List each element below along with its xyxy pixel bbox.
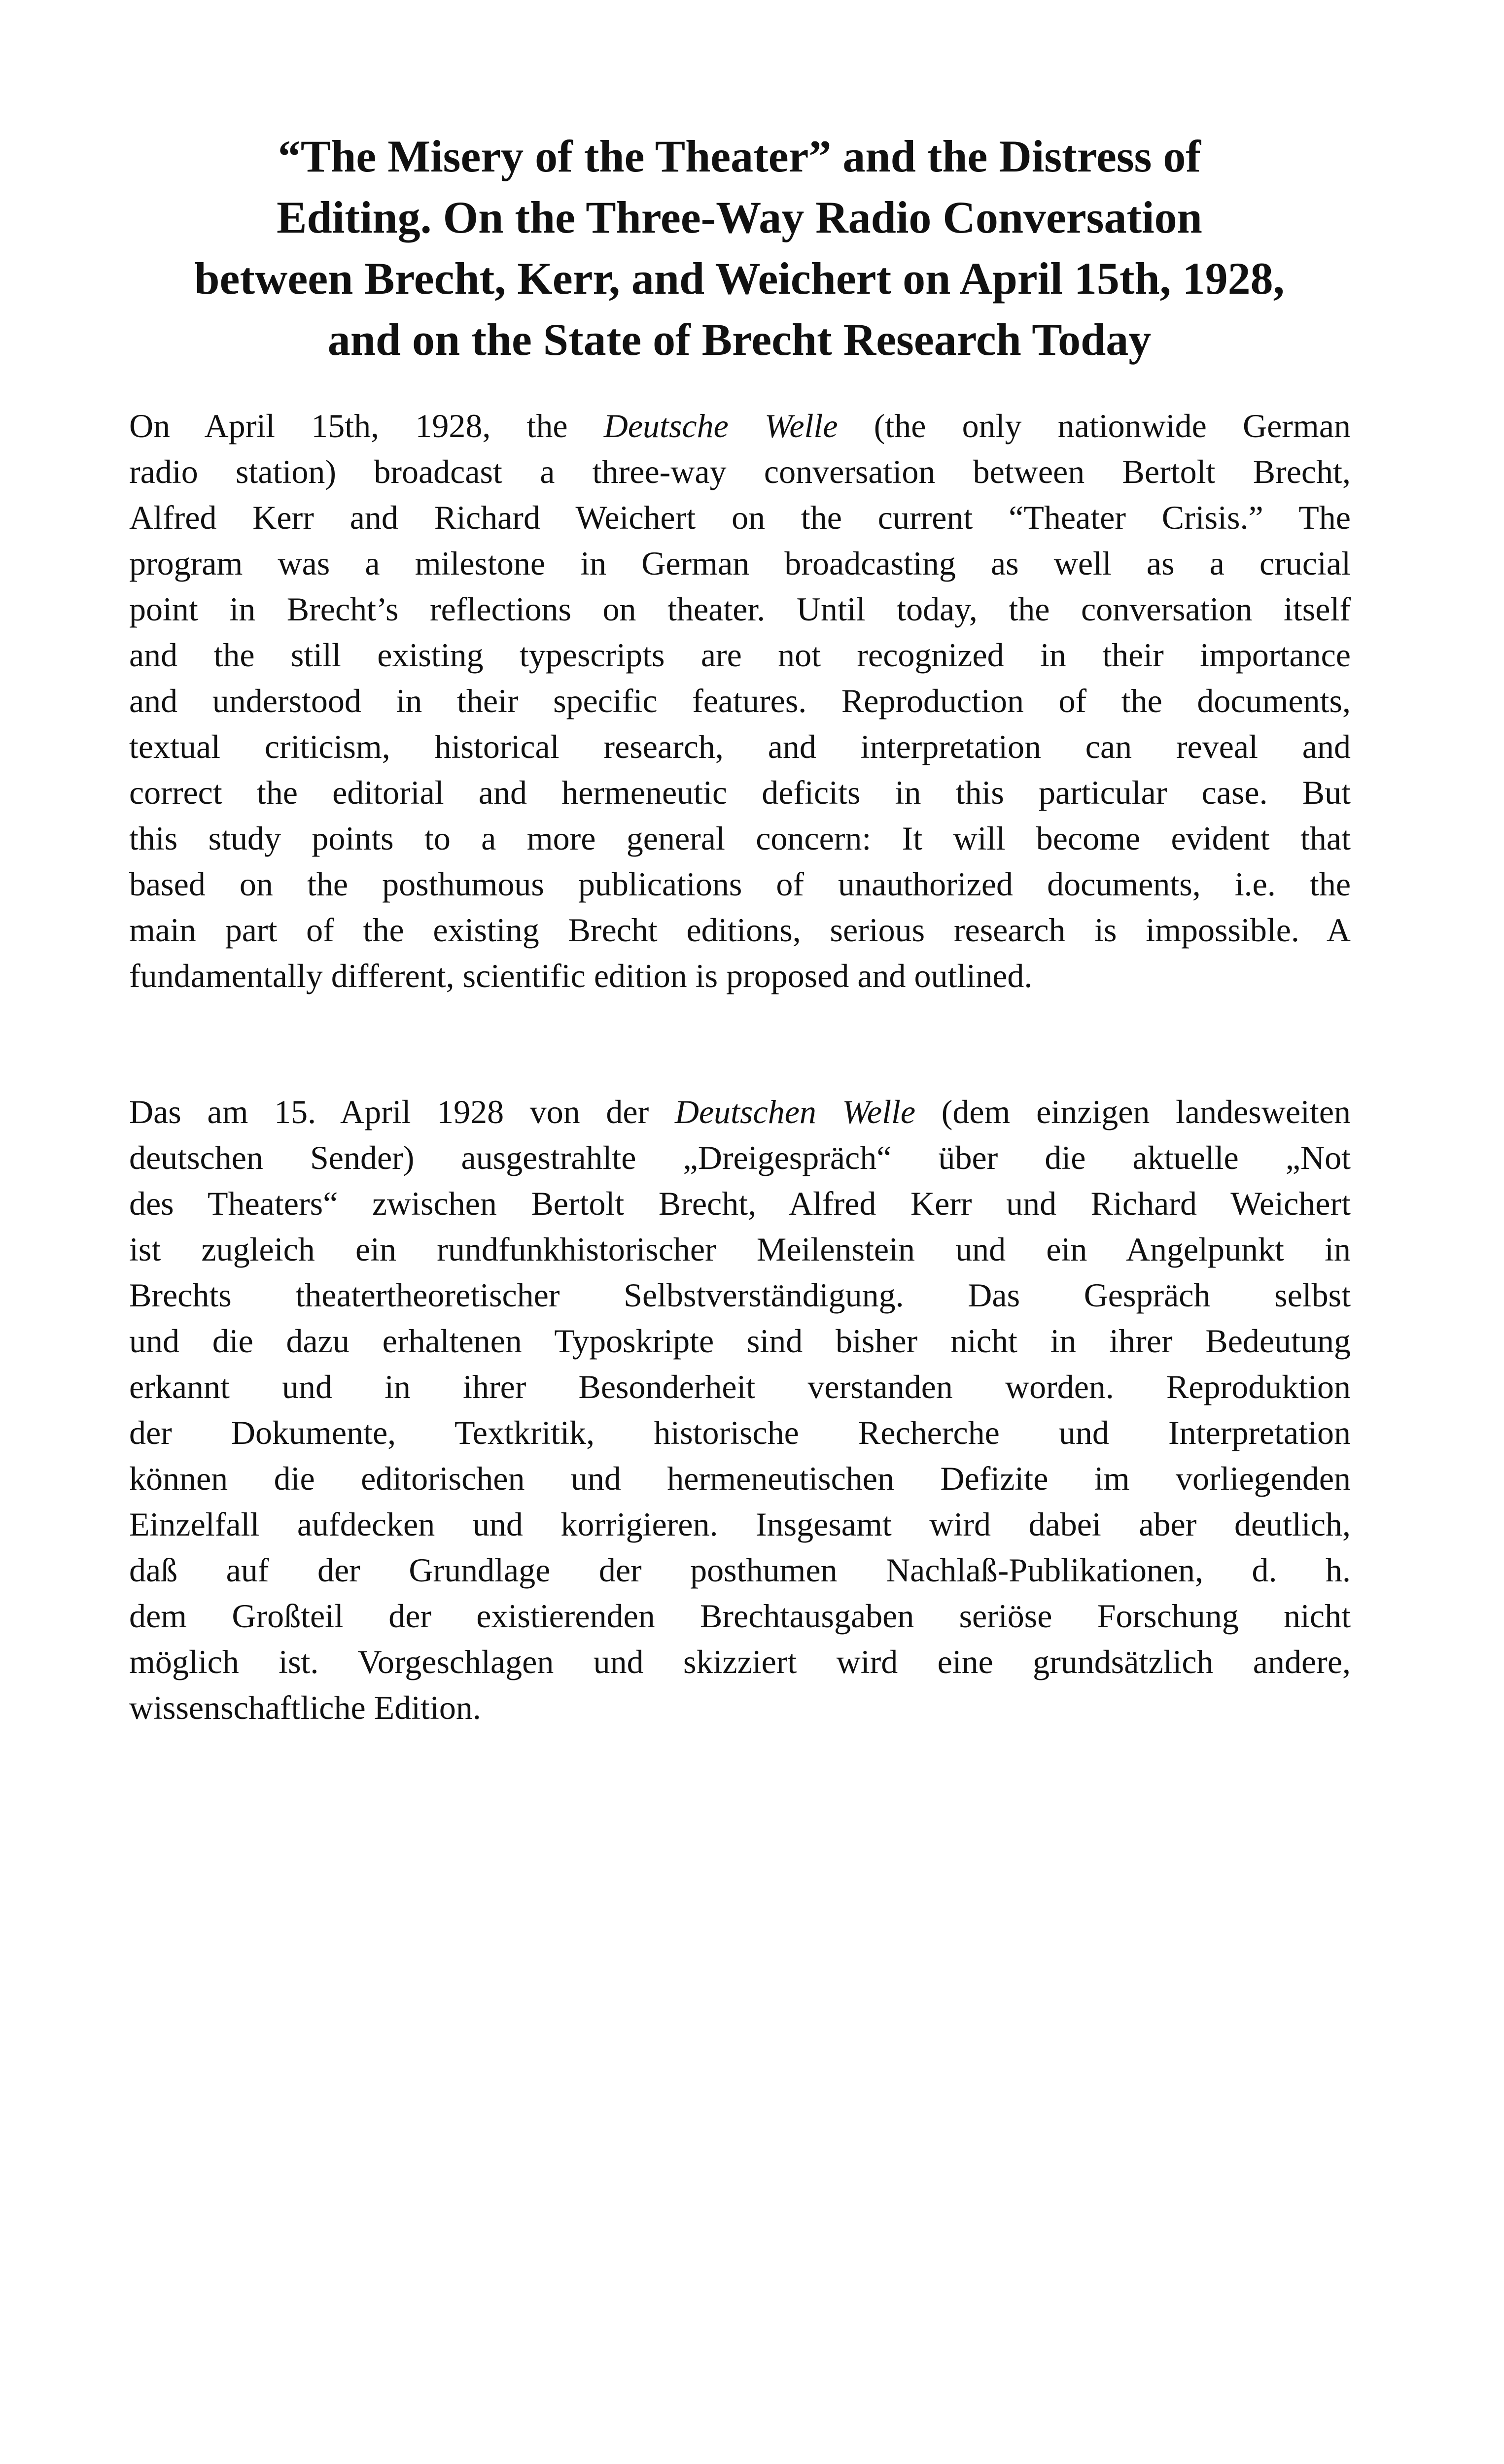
abstract-line: based on the posthumous publications of unauthorized documents, i.e. the bbox=[129, 865, 1351, 903]
abstract-line: fundamentally different, scientific edition is proposed and outlined. bbox=[129, 957, 1033, 994]
abstract-line: this study points to a more general concern: It will become evident that bbox=[129, 820, 1351, 857]
abstract-line: and understood in their specific features. Reproduction of the documents, bbox=[129, 682, 1351, 719]
title-line: between Brecht, Kerr, and Weichert on April 15th, 1928, bbox=[194, 253, 1285, 304]
abstract-line bbox=[129, 1089, 1351, 1135]
abstract-line: deutschen Sender) ausgestrahlte „Dreigespräch“ über die aktuelle „Not bbox=[129, 1139, 1351, 1176]
title-line: and on the State of Brecht Research Today bbox=[327, 314, 1152, 365]
abstract-line: textual criticism, historical research, and interpretation can reveal and bbox=[129, 728, 1351, 765]
abstract-line: Alfred Kerr and Richard Weichert on the current “Theater Crisis.” The bbox=[129, 499, 1351, 536]
abstract-line: des Theaters“ zwischen Bertolt Brecht, Alfred Kerr und Richard Weichert bbox=[129, 1185, 1351, 1222]
abstract-text: (the only nationwide German bbox=[838, 407, 1351, 445]
abstract-line: dem Großteil der existierenden Brechtausgaben seriöse Forschung nicht bbox=[129, 1597, 1351, 1635]
abstract-line: Brechts theatertheoretischer Selbstverständigung. Das Gespräch selbst bbox=[129, 1276, 1351, 1314]
publication-name: Deutschen Welle bbox=[674, 1093, 916, 1130]
article-title bbox=[123, 126, 1356, 370]
abstract-line: radio station) broadcast a three-way conversation between Bertolt Brecht, bbox=[129, 453, 1351, 490]
abstract-line: ist zugleich ein rundfunkhistorischer Meilenstein und ein Angelpunkt in bbox=[129, 1231, 1351, 1268]
abstract-line: point in Brecht’s reflections on theater. Until today, the conversation itself bbox=[129, 590, 1351, 628]
abstract-line bbox=[129, 403, 1351, 449]
title-line: Editing. On the Three-Way Radio Conversation bbox=[277, 192, 1202, 242]
abstract-line: Einzelfall aufdecken und korrigieren. Insgesamt wird dabei aber deutlich, bbox=[129, 1506, 1351, 1543]
abstract-line: erkannt und in ihrer Besonderheit verstanden worden. Reproduktion bbox=[129, 1368, 1351, 1405]
abstract-text: (dem einzigen landesweiten bbox=[915, 1093, 1351, 1130]
abstract-line: können die editorischen und hermeneutischen Defizite im vorliegenden bbox=[129, 1460, 1351, 1497]
abstract-line: wissenschaftliche Edition. bbox=[129, 1689, 481, 1726]
abstract-line: und die dazu erhaltenen Typoskripte sind bisher nicht in ihrer Bedeutung bbox=[129, 1322, 1351, 1360]
title-line: “The Misery of the Theater” and the Distress of bbox=[278, 131, 1201, 181]
abstract-line: and the still existing typescripts are not recognized in their importance bbox=[129, 636, 1351, 674]
abstract-line: correct the editorial and hermeneutic deficits in this particular case. But bbox=[129, 774, 1351, 811]
abstract-english bbox=[129, 403, 1351, 999]
abstract-line: möglich ist. Vorgeschlagen und skizziert wird eine grundsätzlich andere, bbox=[129, 1643, 1351, 1680]
abstract-text: On April 15th, 1928, the bbox=[129, 407, 604, 445]
abstract-text: Das am 15. April 1928 von der bbox=[129, 1093, 675, 1130]
abstract-line: daß auf der Grundlage der posthumen Nachlaß-Publikationen, d. h. bbox=[129, 1551, 1351, 1589]
abstract-line: der Dokumente, Textkritik, historische Recherche und Interpretation bbox=[129, 1414, 1351, 1451]
abstract-line: main part of the existing Brecht editions, serious research is impossible. A bbox=[129, 911, 1351, 949]
abstract-line: program was a milestone in German broadcasting as well as a crucial bbox=[129, 545, 1351, 582]
abstract-german bbox=[129, 1089, 1351, 1731]
publication-name: Deutsche Welle bbox=[603, 407, 838, 445]
